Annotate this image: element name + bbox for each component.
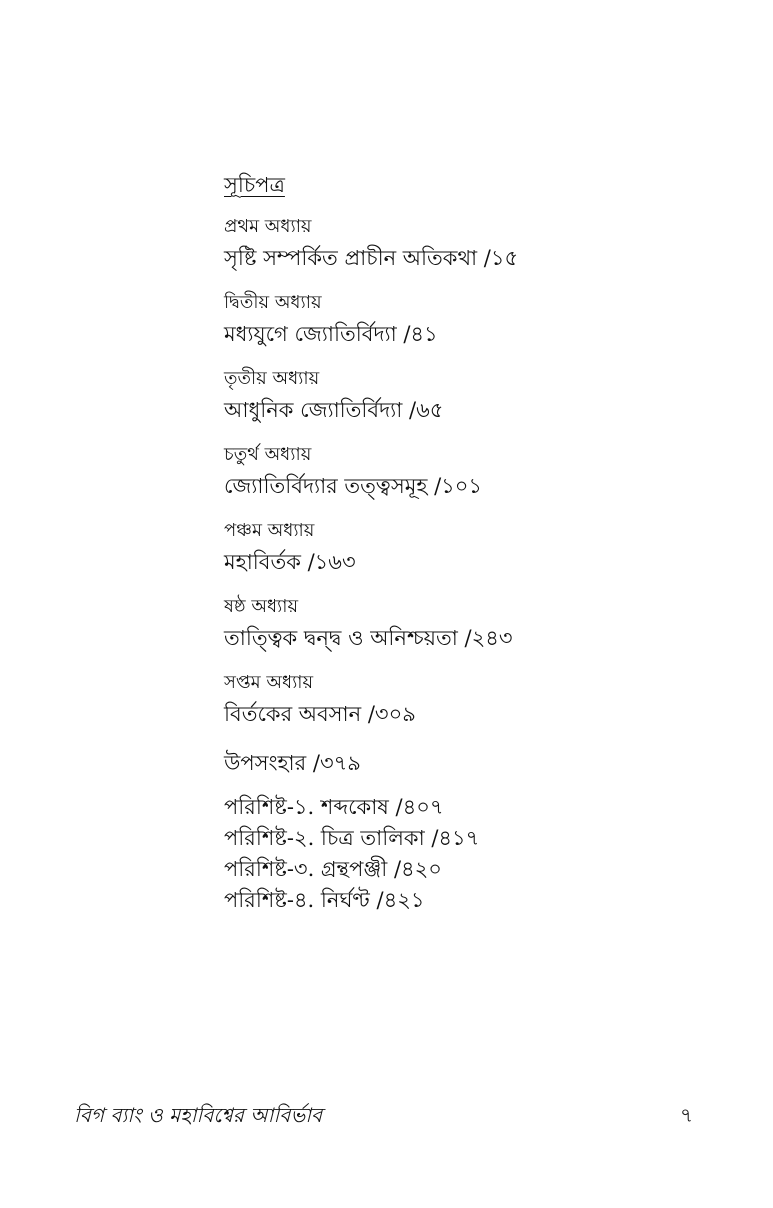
chapter-label: ষষ্ঠ অধ্যায় bbox=[224, 596, 299, 617]
chapter-label: সপ্তম অধ্যায় bbox=[224, 672, 314, 693]
page-number: ৭ bbox=[680, 1103, 694, 1127]
epilogue-entry: উপসংহার /৩৭৯ bbox=[224, 751, 361, 775]
chapter-5 bbox=[224, 518, 744, 580]
appendix-item: পরিশিষ্ট-৪. নির্ঘণ্ট /৪২১ bbox=[224, 888, 425, 912]
chapter-label: প্রথম অধ্যায় bbox=[224, 216, 312, 237]
appendix-item: পরিশিষ্ট-১. শব্দকোষ /৪০৭ bbox=[224, 795, 444, 819]
chapter-2 bbox=[224, 290, 744, 352]
table-of-contents bbox=[224, 170, 744, 916]
chapter-3 bbox=[224, 366, 744, 428]
chapter-title: আধুনিক জ্যোতির্বিদ্যা /৬৫ bbox=[224, 398, 444, 422]
chapter-title: তাত্ত্বিক দ্বন্দ্ব ও অনিশ্চয়তা /২৪৩ bbox=[224, 626, 513, 650]
chapter-label: পঞ্চম অধ্যায় bbox=[224, 520, 315, 541]
appendix-item: পরিশিষ্ট-৩. গ্রন্থপঞ্জী /৪২০ bbox=[224, 857, 442, 881]
appendix-list bbox=[224, 792, 744, 916]
chapter-title: মধ্যযুগে জ্যোতির্বিদ্যা /৪১ bbox=[224, 322, 438, 346]
running-footer-title: বিগ ব্যাং ও মহাবিশ্বের আবির্ভাব bbox=[74, 1103, 323, 1127]
chapter-label: চতুর্থ অধ্যায় bbox=[224, 444, 312, 465]
chapter-label: দ্বিতীয় অধ্যায় bbox=[224, 292, 322, 313]
toc-title: সূচিপত্র bbox=[224, 173, 285, 197]
chapter-label: তৃতীয় অধ্যায় bbox=[224, 368, 320, 389]
chapter-title: বির্তকের অবসান /৩০৯ bbox=[224, 702, 416, 726]
chapter-4 bbox=[224, 442, 744, 504]
chapter-7 bbox=[224, 670, 744, 732]
chapter-title: জ্যোতির্বিদ্যার তত্ত্বসমূহ /১০১ bbox=[224, 474, 483, 498]
chapter-6 bbox=[224, 594, 744, 656]
chapter-title: সৃষ্টি সম্পর্কিত প্রাচীন অতিকথা /১৫ bbox=[224, 246, 519, 270]
chapter-title: মহাবির্তক /১৬৩ bbox=[224, 550, 356, 574]
appendix-item: পরিশিষ্ট-২. চিত্র তালিকা /৪১৭ bbox=[224, 826, 480, 850]
chapter-1 bbox=[224, 214, 744, 276]
